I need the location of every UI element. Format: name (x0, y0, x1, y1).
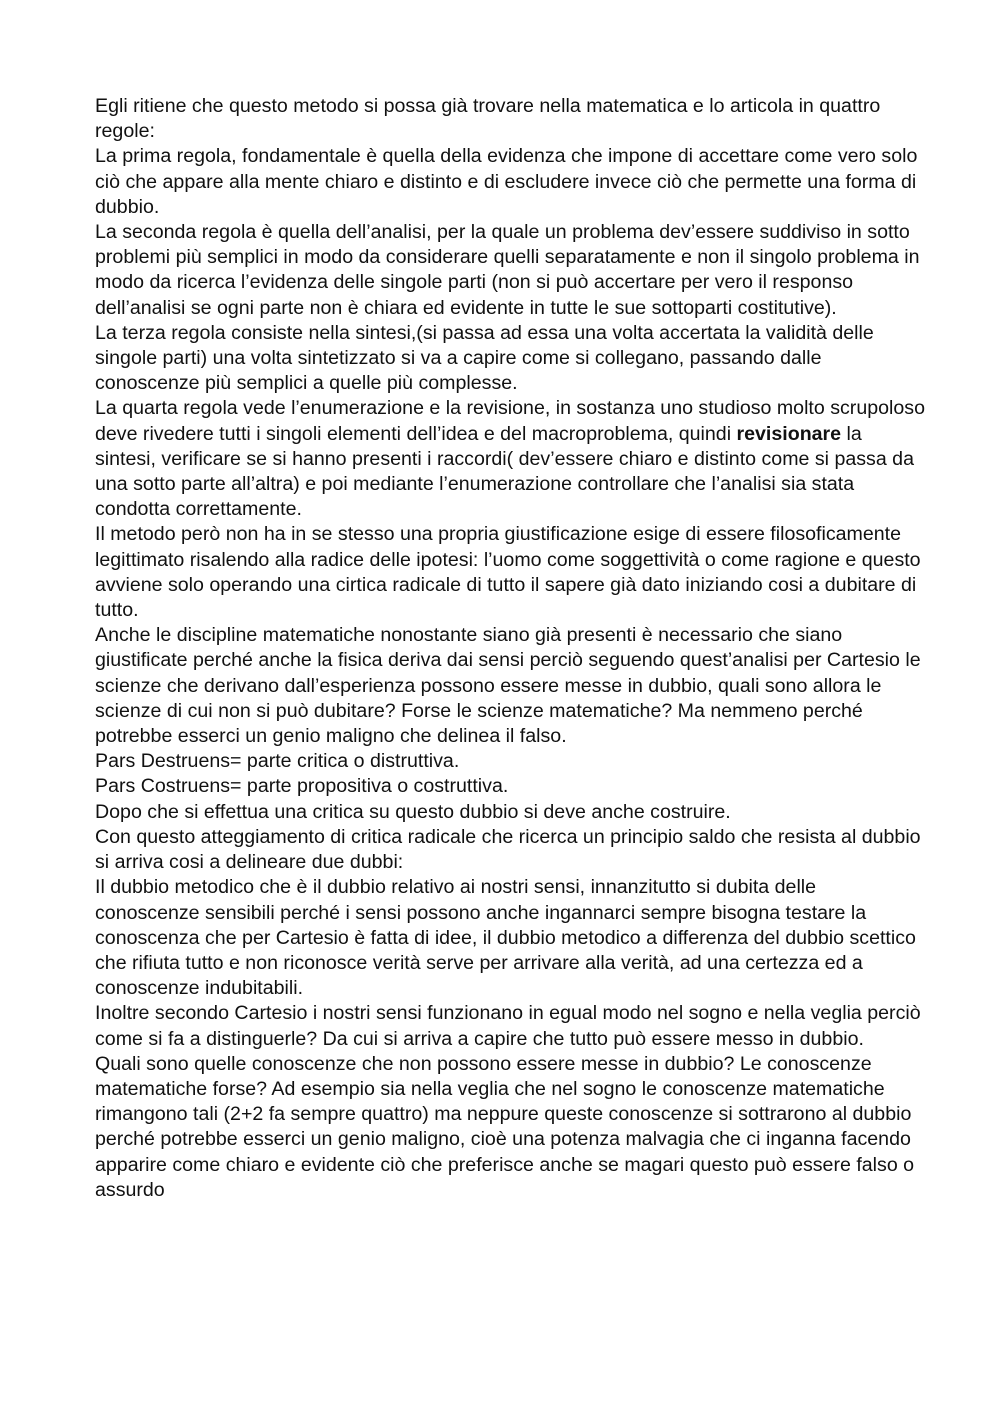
paragraph-construct: Dopo che si effettua una critica su questo dubbio si deve anche costruire. (95, 800, 731, 823)
paragraph-rule-3: La terza regola consiste nella sintesi,(si passa ad essa una volta accertata la validità delle singole parti) una volta sintetizzato si va a capire come si collegano, passando dalle conoscenze più semplici a quelle più complesse. (95, 321, 874, 395)
paragraph-intro: Egli ritiene che questo metodo si possa già trovare nella matematica e lo articola in quattro regole: (95, 95, 881, 143)
paragraph-dream-wake: Inoltre secondo Cartesio i nostri sensi funzionano in egual modo nel sogno e nella veglia perciò come si fa a distinguerle? Da cui si arriva a capire che tutto può essere messo in dubbio. (95, 1002, 921, 1050)
paragraph-rule-2: La seconda regola è quella dell’analisi, per la quale un problema dev’essere suddiviso in sotto problemi più semplici in modo da considerare quelli separatamente e non il singolo problema in modo da ricerca l’evidenza delle singole parti (non si può accertare per vero il responso dell’analisi se ogni parte non è chiara ed evidente in tutte le sue sottoparti costitutive). (95, 221, 920, 319)
rule-4-text-end: la sintesi, verificare se si hanno presenti i raccordi( dev’essere chiaro e distinto come si passa da una sotto parte all’altra) e poi mediante l’enumerazione controllare che l’analisi sia stata condotta correttamente. (95, 422, 914, 521)
paragraph-pars-costruens: Pars Costruens= parte propositiva o costruttiva. (95, 775, 509, 798)
rule-4-bold-term: revisionare (736, 422, 842, 445)
paragraph-mathematics-doubt: Anche le discipline matematiche nonostante siano già presenti è necessario che siano giustificate perché anche la fisica deriva dai sensi perciò seguendo quest’analisi per Cartesio le scienze che derivano dall’esperienza possono essere messe in dubbio, quali sono allora le scienze di cui non si può dubitare? Forse le scienze matematiche? Ma nemmeno perché potrebbe esserci un genio maligno che delinea il falso. (95, 624, 921, 748)
paragraph-evil-genius: Quali sono quelle conoscenze che non possono essere messe in dubbio? Le conoscenze matematiche forse? Ad esempio sia nella veglia che nel sogno le conoscenze matematiche rimangono tali (2+2 fa sempre quattro) ma neppure queste conoscenze si sottrarono al dubbio perché potrebbe esserci un genio maligno, cioè una potenza malvagia che ci inganna facendo apparire come chiaro e evidente ciò che preferisce anche se magari questo può essere falso o assurdo (95, 1052, 915, 1201)
paragraph-methodic-doubt: Il dubbio metodico che è il dubbio relativo ai nostri sensi, innanzitutto si dubita delle conoscenze sensibili perché i sensi possono anche ingannarci sempre bisogna testare la conoscenza che per Cartesio è fatta di idee, il dubbio metodico a differenza del dubbio scettico che rifiuta tutto e non riconosce verità serve per arrivare alla verità, ad una certezza ed a conoscenze indubitabili. (95, 876, 916, 1000)
rule-4-text-start: La quarta regola vede l’enumerazione e la revisione, in sostanza uno studioso molto scrupoloso deve rivedere tutti i singoli elementi dell’idea e del macroproblema, quindi (95, 397, 925, 445)
document-page (95, 94, 925, 1203)
paragraph-two-doubts: Con questo atteggiamento di critica radicale che ricerca un principio saldo che resista al dubbio si arriva cosi a delineare due dubbi: (95, 825, 921, 874)
paragraph-pars-destruens: Pars Destruens= parte critica o distruttiva. (95, 750, 460, 773)
paragraph-method-justification: Il metodo però non ha in se stesso una propria giustificazione esige di essere filosoficamente legittimato risalendo alla radice delle ipotesi: l’uomo come soggettività o come ragione e questo avviene solo operando una cirtica radicale di tutto il sapere già dato iniziando cosi a dubitare di tutto. (95, 523, 921, 622)
paragraph-rule-4 (95, 396, 925, 522)
paragraph-rule-1: La prima regola, fondamentale è quella della evidenza che impone di accettare come vero solo ciò che appare alla mente chiaro e distinto e di escludere invece ciò che permette una forma di dubbio. (95, 145, 918, 218)
